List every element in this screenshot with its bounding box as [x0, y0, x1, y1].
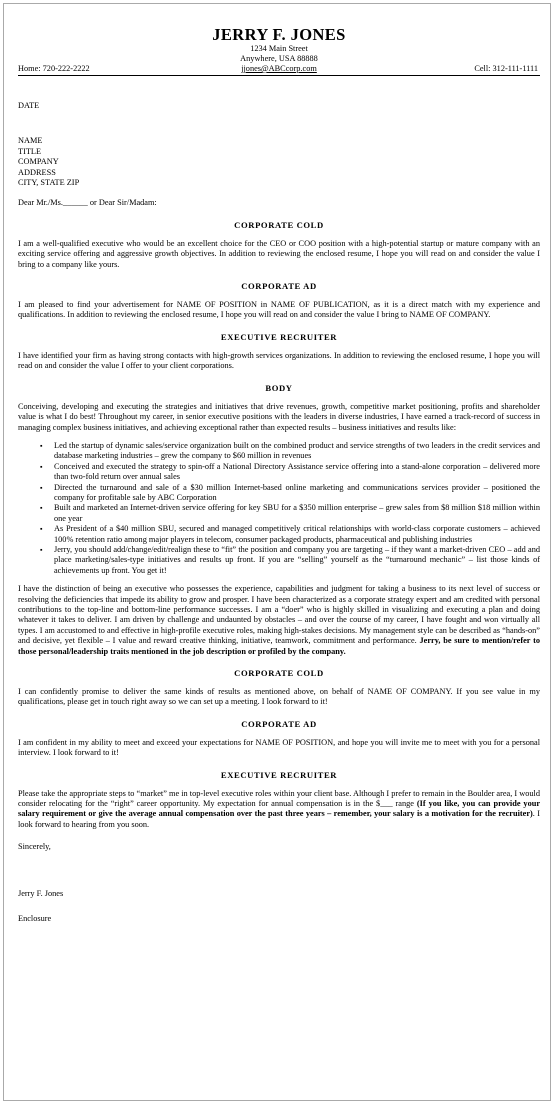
heading-corporate-ad: CORPORATE AD	[241, 281, 317, 292]
executive-recruiter-close	[18, 789, 540, 831]
sign-off: Sincerely,	[18, 842, 51, 852]
list-item: ▪ Built and marketed an Internet-driven service offering for key SBU for a $350 million enterprise – grew sales from $8 million $18 million within one year	[54, 503, 540, 524]
achievements-list	[18, 441, 540, 576]
heading-executive-recruiter: EXECUTIVE RECRUITER	[220, 331, 338, 342]
letter-content	[18, 26, 540, 925]
list-item: ▪ Conceived and executed the strategy to spin-off a National Directory Assistance service offering into a stand-alone corporation – delivered more than two-fold return over annual sales	[54, 462, 540, 483]
recruiter-close-bold-note: (If you like, you can provide your salary requirement or give the average annual compensation over the past three years – remember, your salary is a motivation for the recruiter)	[18, 799, 541, 819]
signer-name: Jerry F. Jones	[18, 888, 64, 898]
heading-corporate-ad-close: CORPORATE AD	[241, 718, 317, 729]
recipient-company: COMPANY	[18, 157, 59, 167]
sender-street: 1234 Main Street	[250, 44, 308, 53]
cell-phone: Cell: 312-111-1111	[474, 64, 538, 73]
list-item: ▪ Directed the turnaround and sale of a $30 million Internet-based online marketing and communications services provider – positioned the company for profitable sale by ABC Corporation	[54, 483, 540, 504]
corporate-cold-intro: I am a well-qualified executive who would be an excellent choice for the CEO or COO position with a high-potential startup or mature company with an exciting service offering and aggressive growth objectives. In addition to reviewing the enclosed resume, I hope you will read on and consider the value I bring to a company like yours.	[18, 238, 540, 269]
list-item: ▪ Led the startup of dynamic sales/service organization built on the combined product and service strengths of two leaders in the credit services and database marketing industries – grew the company to $60 million in revenues	[54, 441, 540, 462]
corporate-ad-close: I am confident in my ability to meet and exceed your expectations for NAME OF POSITION, and hope you will invite me to meet with you for a personal interview. I look forward to it!	[18, 737, 540, 758]
email-link[interactable]: jjones@ABCcorp.com	[241, 64, 317, 73]
heading-corporate-cold-close: CORPORATE COLD	[234, 668, 324, 679]
date: DATE	[18, 101, 40, 110]
home-phone: Home: 720-222-2222	[18, 64, 90, 73]
recipient-name: NAME	[18, 136, 43, 146]
body-closing-bold-note: Jerry, be sure to mention/refer to those personal/leadership traits mentioned in the job description or profiled by the company	[18, 636, 540, 656]
list-item: ▪ Jerry, you should add/change/edit/realign these to “fit” the position and company you are targeting – if they want a market-driven CEO – add and place marketing/sales-type initiatives and results up front. If you are “selling” yourself as the “turnaround mechanic” – list those kinds of achievements up front. You get it!	[54, 545, 540, 576]
list-item: ▪ As President of a $40 million SBU, secured and managed competitively critical relationships with world-class corporate customers – achieved 100% retention ratio among major players in telecom, consumer packaged products, pharmaceutical and publishing industries	[54, 524, 540, 545]
recipient-title: TITLE	[18, 146, 42, 156]
body-intro: Conceiving, developing and executing the strategies and initiatives that drive revenues, growth, competitive market positioning, profits and shareholder value is what I do best! Throughout my career, in senior executive positions with the leaders in diverse industries, I have earned a track-record of success in managing complex business initiatives, and achieving exceptional rather than expected results – business initiatives and results like:	[18, 401, 540, 432]
contact-line	[18, 64, 540, 76]
corporate-cold-close: I can confidently promise to deliver the same kinds of results as mentioned above, on behalf of NAME OF COMPANY. If you see value in my qualifications, please get in touch right away so we can set up a meeting. I look forward to it!	[18, 687, 540, 707]
heading-body: BODY	[265, 382, 293, 393]
salutation: Dear Mr./Ms.______ or Dear Sir/Madam:	[18, 198, 157, 208]
sender-city-state: Anywhere, USA 88888	[240, 54, 318, 63]
enclosure-note: Enclosure	[18, 914, 52, 924]
recruiter-close-text-b: . I look forward to hearing from you soon.	[18, 809, 540, 829]
body-closing-period: .	[343, 646, 346, 656]
recipient-address-line: ADDRESS	[18, 167, 56, 177]
heading-corporate-cold: CORPORATE COLD	[234, 219, 324, 230]
recipient-address	[18, 136, 540, 188]
executive-recruiter-intro: I have identified your firm as having strong contacts with high-growth services organizations. In addition to reviewing the enclosed resume, I hope you will read on and consider the value I offer to your client corporations.	[18, 350, 540, 371]
recipient-city-state-zip: CITY, STATE ZIP	[18, 178, 80, 188]
letter-page	[3, 3, 551, 1101]
recruiter-close-text-a: Please take the appropriate steps to “market” me in top-level executive roles within your client base. Although I prefer to remain in the Boulder area, I would consider relocating for the “right” career opportunity. My expectation for annual compensation is in the $___ range	[18, 788, 540, 809]
body-closing-text: I have the distinction of being an executive who possesses the experience, capabilities and judgment for taking a business to its next level of success or resolving the deficiencies that impede its ability to grow and prosper. I have been characterized as a corporate strategy expert and am credited with personal contributions to the top-line and bottom-line performance successes. I am a “doer” who is highly skilled in visualizing and executing a plan and doing whatever it takes to deliver. I am driven by challenge and undaunted by obstacles – and over the course of my career, I have fought and won virtually all types. I am accustomed to and effective in high-profile executive roles, making high-stakes decisions. My management style can be described as “hands-on” and decisive, yet flexible – I value and reward creative thinking, initiative, teamwork, commitment and performance.	[18, 584, 540, 646]
heading-executive-recruiter-close: EXECUTIVE RECRUITER	[220, 769, 338, 780]
sender-name: JERRY F. JONES	[212, 25, 346, 44]
body-closing-paragraph	[18, 584, 540, 657]
corporate-ad-intro: I am pleased to find your advertisement for NAME OF POSITION in NAME OF PUBLICATION, as it is a direct match with my experience and qualifications. In addition to reviewing the enclosed resume, I hope you will read on and consider the value I bring to NAME OF COMPANY.	[18, 300, 540, 320]
